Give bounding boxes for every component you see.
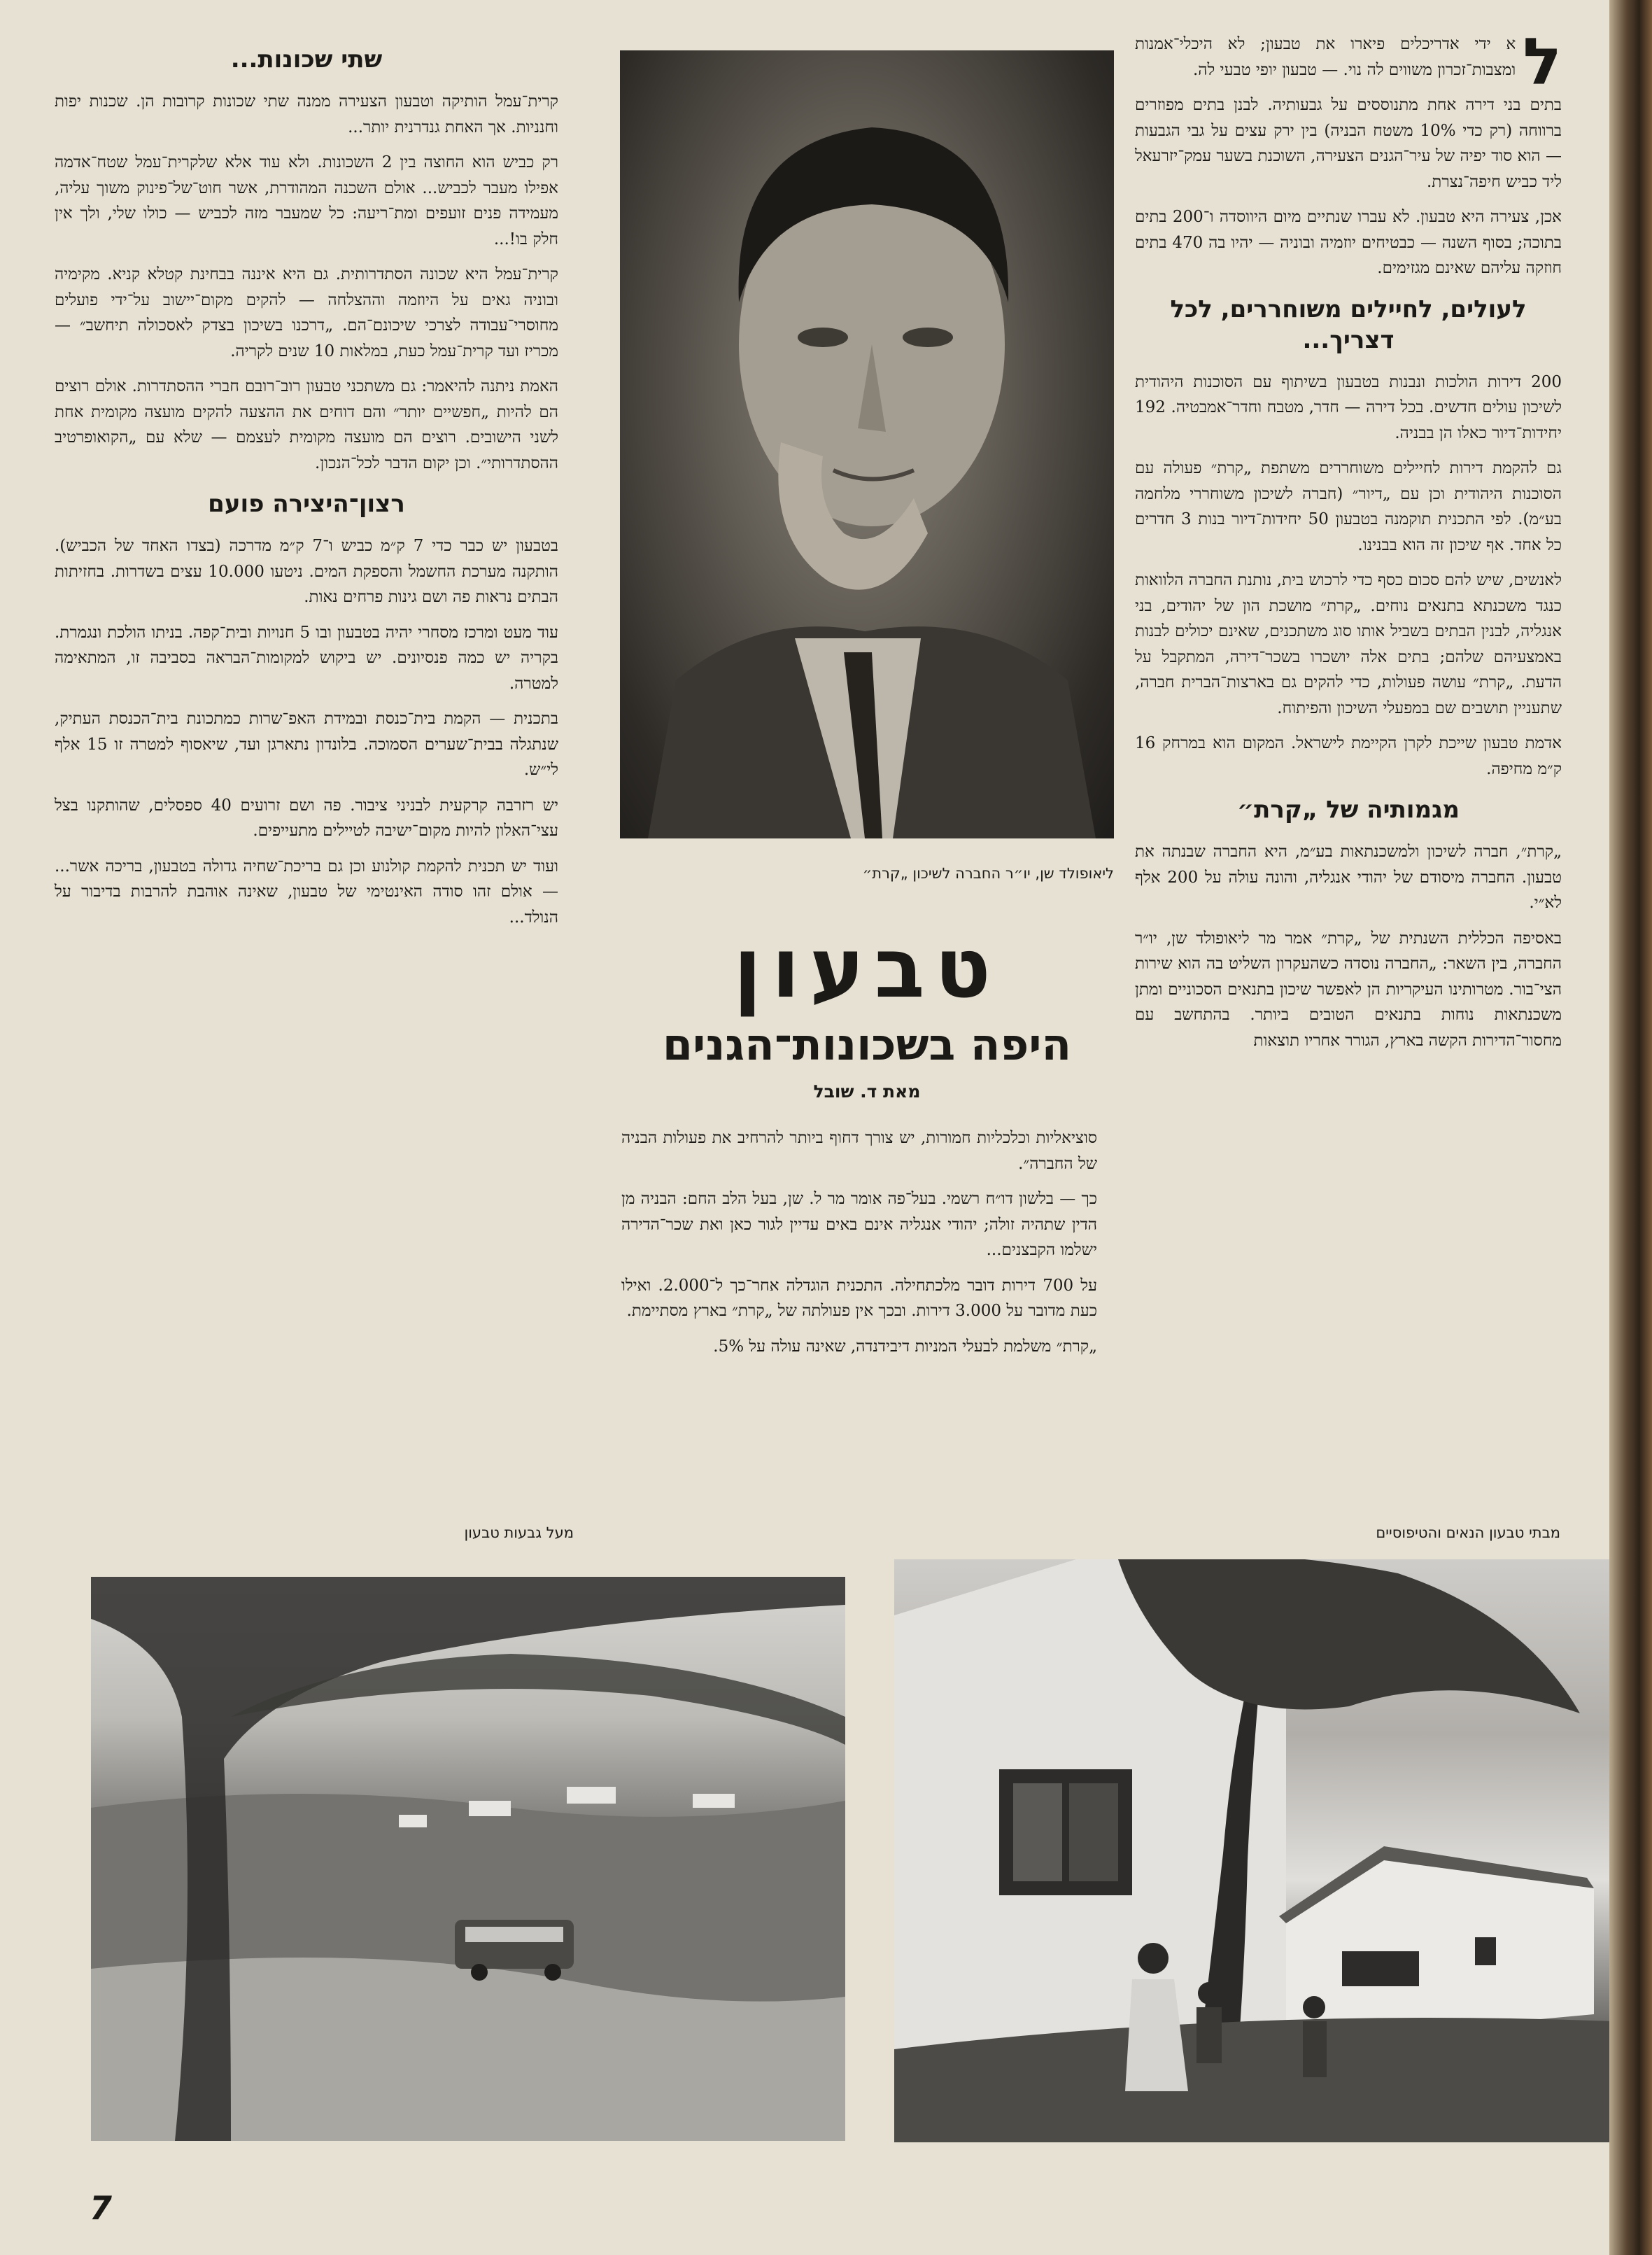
section-heading: רצון־היצירה פועם — [208, 490, 405, 518]
paragraph: קרית־עמל הותיקה וטבעון הצעירה ממנה שתי שכונות קרובות הן. שכנות יפות וחנניות. אך האחת גנדרנית יותר... — [55, 92, 558, 136]
photo-caption-house: מבתי טבעון הנאים והטיפוסיים — [1376, 1524, 1560, 1541]
paragraph: בטבעון יש כבר כדי 7 ק״מ כביש ו־7 ק״מ מדרכה (בצדו האחד של הכביש). הותקנה מערכת החשמל והספקת המים. ניטעו 10.000 עצים בשדרות. בחזיתות הבתים נראות פה ושם גינות פרחים נאות. — [55, 537, 559, 606]
paragraph: ועוד יש תכנית להקמת קולנוע וכן גם בריכת־שחיה גדולה בטבעון, בריכה אשר... — אולם זהו סודה האינטימי של טבעון, שאינה אוהבת להרבות בדיבור על הנולד... — [55, 857, 558, 927]
paragraph: האמת ניתנה להיאמר: גם משתכני טבעון רוב־רובם חברי ההסתדרות. אולם רוצים הם להיות „חפשיים יותר״ והם דוחים את ההצעה להקים מועצה מקומית אחת לשני הישובים. רוצים הם מועצה מקומית לעצמם — שלא עם „הקואופרטיב ההסתדרותי״. וכן יקום הדבר לכל־הנכון. — [55, 377, 558, 472]
paragraph: יש רזרבה קרקעית לבניני ציבור. פה ושם זרועים 40 ספסלים, שהותקנו בצל עצי־האלון להיות מקום־ישיבה לטיילים מתעייפים. — [55, 796, 558, 840]
paragraph: בתים בני דירה אחת מתנוססים על גבעותיה. לבנן בתים מפוזרים ברווחה (רק כדי 10% משטח הבניה) בין ירק עצים על גבי הגבעות — הוא סוד יפיה של עיר־הגנים הצעירה, השוכנת בשער עמק־יזרעאל ליד כביש חיפה־נצרת. — [1135, 96, 1562, 191]
byline: מאת ד. שובל — [813, 1081, 921, 1102]
paragraph: כך — בלשון דו״ח רשמי. בעל־פה אומר מר ל. שן, בעל הלב החם: הבניה מן הדין שתהיה זולה; יהודי אנגליה אינם באים עדיין לגור כאן ואת שכר־הדירה ישלמו הקבצנים... — [621, 1190, 1097, 1259]
paragraph: אכן, צעירה היא טבעון. לא עברו שנתיים מיום היווסדה ו־200 בתים בתוכה; בסוף השנה — כבטיחים יוזמיה ובוניה — יהיו בה 470 בתים חוזקה עליהם שאינם מגזימים. — [1135, 208, 1562, 277]
photo-house-family — [894, 1559, 1611, 2142]
paragraph: בתכנית — הקמת בית־כנסת ובמידת האפ־שרות כמתכונת בית־הכנסת העתיק, שנתגלה בבית־שערים הסמוכה. בלונדון נתארגן ועד, שיאסוף למטרה זו 15 אלף לי״ש. — [55, 710, 558, 779]
section-heading: מגמותיה של „קרת״ — [1237, 796, 1460, 824]
photo-caption-hills: מעל גבעות טבעון — [464, 1524, 574, 1541]
article-column-middle — [621, 1125, 1097, 1369]
article-column-left — [55, 31, 558, 940]
paragraph: גם להקמת דירות לחיילים משוחררים משתפת „קרת״ פעולה עם הסוכנות היהודית וכן עם „דיור״ (חברה לשיכון משוחררי מלחמה בע״מ). לפי התכנית תוקמנה בטבעון 50 יחידות־דיור בנות 3 חדרים כל אחד. אף שיכון זה הוא בבנינו. — [1135, 459, 1562, 554]
portrait-caption: ליאופולד שן, יו״ר החברה לשיכון „קרת״ — [862, 865, 1114, 882]
paragraph: „קרת״, חברה לשיכון ולמשכנתאות בע״מ, היא החברה שבנתה את טבעון. החברה מיסודם של יהודי אנגליה, והונה עולה על 200 אלף לא״י. — [1135, 843, 1562, 912]
page-number: 7 — [90, 2189, 113, 2227]
drop-cap: ל — [1523, 24, 1562, 99]
article-column-right — [1135, 24, 1562, 1063]
paragraph: לאנשים, שיש להם סכום כסף כדי לרכוש בית, נותנת החברה הלוואות כנגד משכנתא בתנאים נוחים. „קרת״ מושכת הון של יהודים, בני אנגליה, לבנין הבתים בשביל אותו סוג משתכנים, שאינם יכולים לבנות באמצעיהם שלהם; בתים אלה יושכרו בשכר־דירה, המתקבל על הדעת. „קרת״ עושה פעולות, כדי להקים גם בארצות־הברית חברה, שתעניין תושבים שם במפעלי השיכון והפיתוח. — [1135, 571, 1562, 717]
paragraph: 200 דירות הולכות ונבנות בטבעון בשיתוף עם הסוכנות היהודית לשיכון עולים חדשים. בכל דירה — חדר, מטבח וחדר־אמבטיה. 192 יחידות־דיור כאלו הן בבניה. — [1135, 372, 1562, 442]
paragraph: קרית־עמל היא שכונה הסתדרותית. גם היא איננה בבחינת קטלא קניא. מקימיה ובוניה גאים על היוזמה וההצלחה — להקים מקום־יישוב על־ידי פועלים מחוסרי־עבודה לצרכי שיכונם־הם. „דרכנו בשיכון בצדק לאסכולה תיחשב״ — מכריז ועד קרית־עמל כעת, במלאות 10 שנים לקריה. — [55, 265, 558, 360]
paragraph: על 700 דירות דובר מלכתחילה. התכנית הוגדלה אחר־כך ל־2.000. ואילו כעת מדובר על 3.000 דירות. ובכך אין פעולתה של „קרת״ בארץ מסתיימת. — [621, 1276, 1098, 1320]
paragraph: באסיפה הכללית השנתית של „קרת״ אמר מר ליאופולד שן, יו״ר החברה, בין השאר: „החברה נוסדה כשהעקרון השליט בה הוא שירות הצי־בור. מטרותינו העיקריות הן לאפשר שיכון בתנאים הסכוניים ומתן משכנתאות נוחות בתנאים הטובים ביותר. בהתחשב עם מחסור־הדירות הקשה בארץ, הגורר אחריו תוצאות — [1135, 929, 1562, 1050]
paragraph: סוציאליות וכלכליות חמורות, יש צורך דחוף ביותר להרחיב את פעולות הבניה של החברה״. — [621, 1129, 1097, 1173]
paragraph: „קרת״ משלמת לבעלי המניות דיבידנדה, שאינה עולה על 5%. — [713, 1337, 1097, 1356]
book-spine — [1609, 0, 1652, 2255]
portrait-photo — [620, 50, 1114, 838]
paragraph: אדמת טבעון שייכת לקרן הקיימת לישראל. המקום הוא במרחק 16 ק״מ מחיפה. — [1135, 734, 1562, 778]
section-heading: לעולים, לחיילים משוחררים, לכל דצריך... — [1170, 295, 1527, 354]
paragraph: רק כביש הוא החוצה בין 2 השכונות. ולא עוד אלא שלקרית־עמל שטח־אדמה אפילו מעבר לכביש... אולם השכנה המהודרת, אשר חוט־של־פינוק משוך עליה, מעמידה פנים זועפים ומת־ריעה: כל שמעבר מזה לכביש — כולו שלי, ולך אין חלק בו!... — [55, 153, 558, 248]
photo-hills-landscape — [91, 1577, 845, 2141]
section-heading: שתי שכונות... — [230, 45, 383, 73]
opening-paragraph: ל א ידי אדריכלים פיארו את טבעון; לא היכלי־אמנות ומצבות־זכרון משווים לה נוי. — טבעון יופי טבעי לה. — [1135, 24, 1562, 99]
article-headline — [620, 922, 1114, 1106]
paragraph: עוד מעט ומרכז מסחרי יהיה בטבעון ובו 5 חנויות ובית־קפה. בניתו הולכת ונגמרת. בקריה יש כמה פנסיונים. יש ביקוש למקומות־הבראה בסביבה זו, המתאימה למטרה. — [55, 623, 559, 693]
headline-subtitle: היפה בשכונות־הגנים — [662, 1019, 1072, 1070]
portrait-illustration — [620, 50, 1114, 838]
headline-title: טבעון — [733, 920, 1001, 1016]
house-illustration — [894, 1559, 1611, 2142]
landscape-illustration — [91, 1577, 845, 2141]
